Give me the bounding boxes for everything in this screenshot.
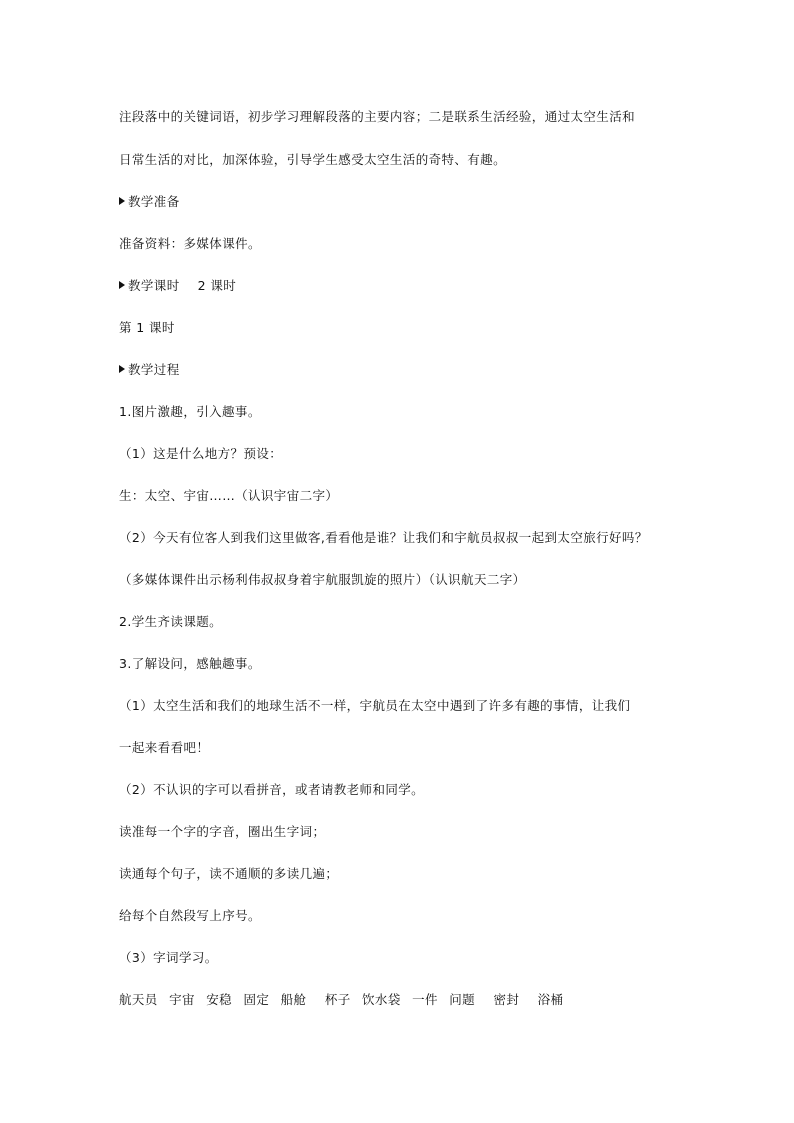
triangle-bullet-icon: [119, 281, 125, 289]
lesson-title: 第 1 课时: [119, 320, 175, 335]
paragraph-line-1: 注段落中的关键词语，初步学习理解段落的主要内容；二是联系生活经验，通过太空生活和: [119, 109, 636, 124]
step-3: 3.了解设问，感触趣事。: [119, 656, 261, 671]
heading-text: 教学过程: [128, 362, 180, 377]
step-1: 1.图片激趣，引入趣事。: [119, 404, 261, 419]
vocab-word: 问题: [449, 992, 476, 1007]
vocab-word: 一件: [412, 992, 438, 1007]
triangle-bullet-icon: [119, 197, 125, 205]
triangle-bullet-icon: [119, 365, 125, 373]
prep-materials: 准备资料：多媒体课件。: [119, 236, 261, 251]
vocab-word: 饮水袋: [362, 992, 401, 1007]
step-1-answer: 生：太空、宇宙……（认识宇宙二字）: [119, 488, 339, 503]
reading-task-2: 读通每个句子，读不通顺的多读几遍；: [119, 866, 339, 881]
vocab-word: 浴桶: [537, 992, 564, 1007]
vocab-word: 航天员: [119, 992, 158, 1007]
step-3-part-1-line-1: （1）太空生活和我们的地球生活不一样，宇航员在太空中遇到了许多有趣的事情，让我们: [119, 698, 631, 713]
step-2: 2.学生齐读课题。: [119, 614, 223, 629]
heading-teaching-prep: [119, 193, 689, 211]
vocab-word: 安稳: [206, 992, 233, 1007]
vocab-word: 宇宙: [169, 992, 195, 1007]
vocabulary-list: [119, 991, 689, 1009]
heading-text: 教学准备: [128, 194, 180, 209]
heading-text: 教学课时: [128, 278, 180, 293]
vocab-word: 船舱: [280, 992, 307, 1007]
paragraph-line-2: 日常生活的对比，加深体验，引导学生感受太空生活的奇特、有趣。: [119, 152, 507, 167]
step-3-part-2: （2）不认识的字可以看拼音，或者请教老师和同学。: [119, 782, 425, 797]
vocab-word: 固定: [243, 992, 270, 1007]
heading-teaching-process: [119, 361, 689, 379]
hours-value: 2 课时: [197, 278, 237, 293]
vocab-word: 密封: [493, 992, 520, 1007]
heading-teaching-hours: [119, 277, 689, 295]
reading-task-1: 读准每一个字的字音，圈出生字词；: [119, 824, 326, 839]
reading-task-3: 给每个自然段写上序号。: [119, 908, 261, 923]
step-3-part-3: （3）字词学习。: [119, 950, 218, 965]
step-1-question-1: （1）这是什么地方？预设：: [119, 446, 283, 461]
step-1-note: （多媒体课件出示杨利伟叔叔身着宇航服凯旋的照片）（认识航天二字）: [119, 572, 526, 587]
vocab-word: 杯子: [324, 992, 351, 1007]
step-1-question-2: （2）今天有位客人到我们这里做客,看看他是谁？让我们和宇航员叔叔一起到太空旅行好吗？: [119, 530, 648, 545]
step-3-part-1-line-2: 一起来看看吧！: [119, 740, 210, 755]
